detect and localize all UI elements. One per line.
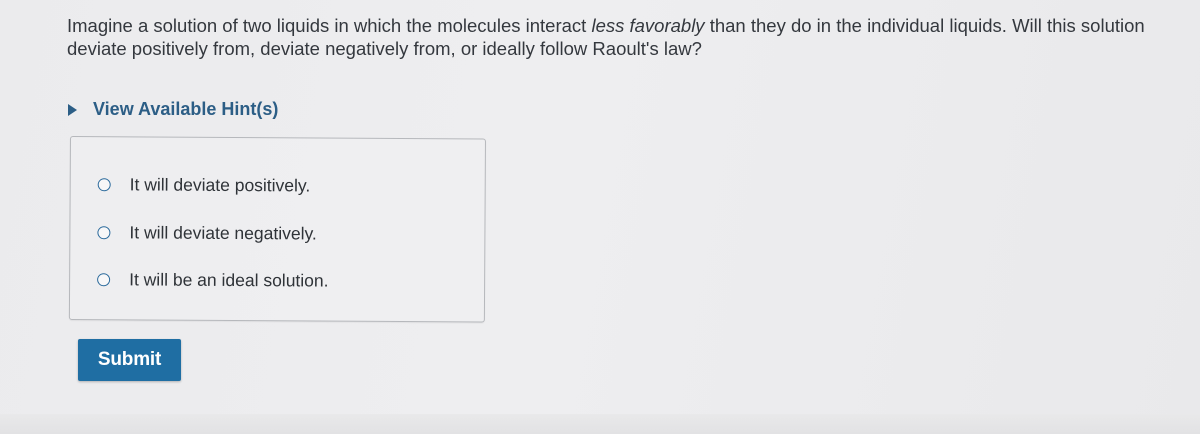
question-part-1: Imagine a solution of two liquids in which the molecules interact xyxy=(67,15,592,36)
answer-option-positive[interactable] xyxy=(98,174,311,196)
answer-option-negative[interactable] xyxy=(97,222,317,244)
answer-option-label: It will be an ideal solution. xyxy=(129,269,329,291)
question-part-2: than they do in the individual liquids. Will this solution deviate positively from, deviate negatively from, or ideally follow Raoult's law? xyxy=(67,15,1145,59)
view-hints-link[interactable] xyxy=(68,99,278,120)
view-hints-label: View Available Hint(s) xyxy=(93,99,279,119)
answer-options-box xyxy=(69,136,486,323)
question-emphasis: less favorably xyxy=(591,15,705,36)
answer-option-label: It will deviate negatively. xyxy=(129,222,317,244)
page-bottom-edge xyxy=(0,414,1200,434)
radio-button[interactable] xyxy=(97,226,110,239)
radio-button[interactable] xyxy=(98,178,111,191)
radio-button[interactable] xyxy=(97,273,110,286)
question-text xyxy=(67,14,1177,60)
answer-option-label: It will deviate positively. xyxy=(129,174,311,196)
caret-right-icon xyxy=(68,104,77,116)
answer-option-ideal[interactable] xyxy=(97,269,329,291)
submit-button[interactable]: Submit xyxy=(78,339,181,381)
